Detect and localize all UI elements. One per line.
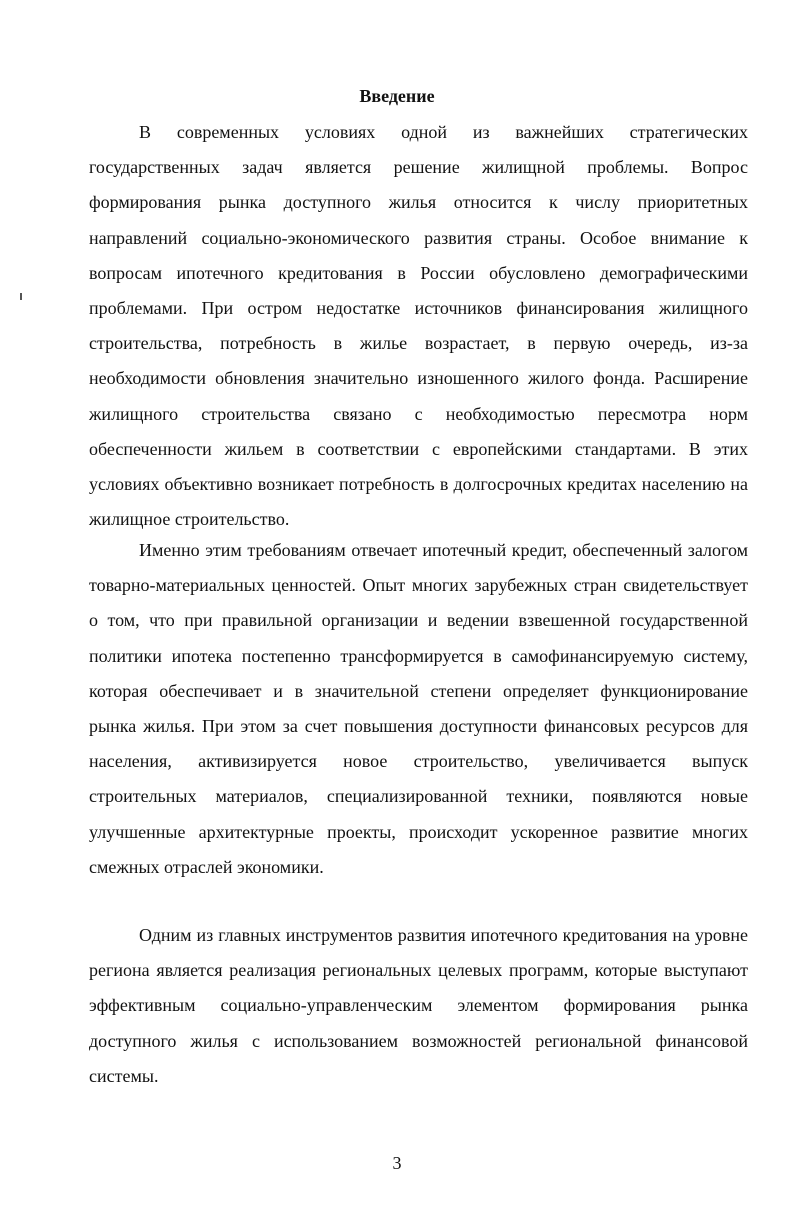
paragraph-2: Именно этим требованиям отвечает ипотечный кредит, обеспеченный залогом товарно-материальных ценностей. Опыт многих зарубежных стран свидетельствует о том, что при правильной организации и ведении взвешенной государственной политики ипотека постепенно трансформируется в самофинансируемую систему, которая обеспечивает и в значительной степени определяет функционирование рынка жилья. При этом за счет повышения доступности финансовых ресурсов для населения, активизируется новое строительство, увеличивается выпуск строительных материалов, специализированной техники, появляются новые улучшенные архитектурные проекты, происходит ускоренное развитие многих смежных отраслей экономики. (89, 540, 748, 877)
paragraph-1: В современных условиях одной из важнейших стратегических государственных задач является решение жилищной проблемы. Вопрос формирования рынка доступного жилья относится к числу приоритетных направлений социально-экономического развития страны. Особое внимание к вопросам ипотечного кредитования в России обусловлено демографическими проблемами. При остром недостатке источников финансирования жилищного строительства, потребность в жилье возрастает, в первую очередь, из-за необходимости обновления значительно изношенного жилого фонда. Расширение жилищного строительства связано с необходимостью пересмотра норм обеспеченности жильем в соответствии с европейскими стандартами. В этих условиях объективно возникает потребность в долгосрочных кредитах населению на жилищное строительство. (89, 122, 748, 530)
page-title: Введение (359, 86, 435, 106)
paragraph-3: Одним из главных инструментов развития ипотечного кредитования на уровне региона является реализация региональных целевых программ, которые выступают эффективным социально-управленческим элементом формирования рынка доступного жилья с использованием возможностей региональной финансовой системы. (89, 925, 748, 1086)
page-number: 3 (392, 1153, 402, 1173)
scan-margin-mark (20, 293, 22, 300)
